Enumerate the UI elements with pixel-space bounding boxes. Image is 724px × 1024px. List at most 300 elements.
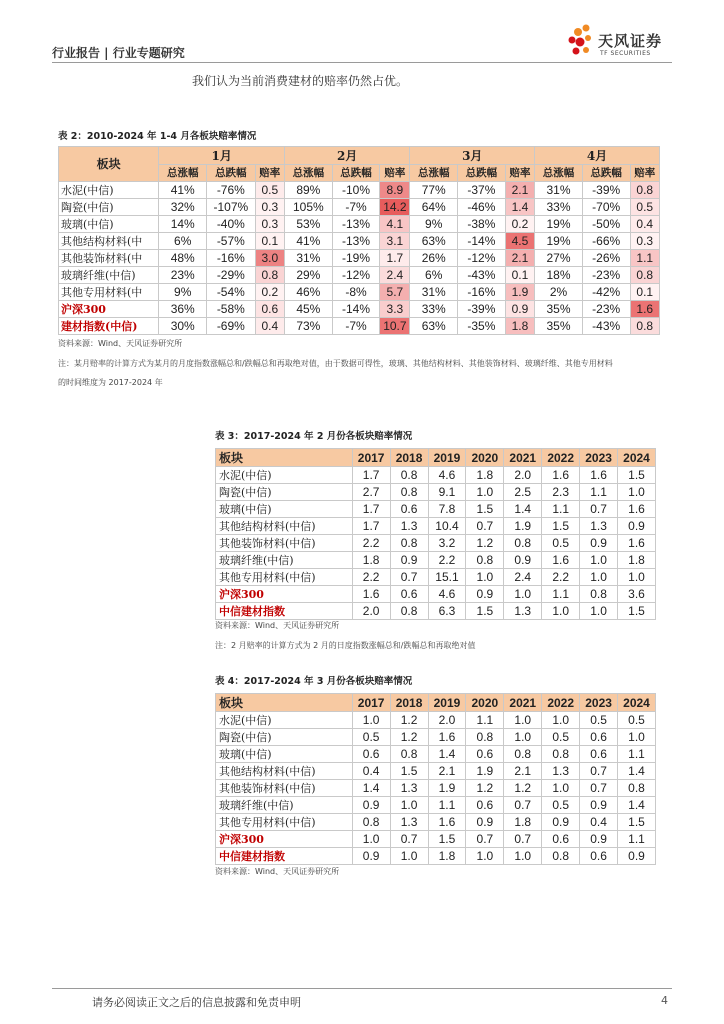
data-cell: 0.5 (542, 729, 580, 746)
ratio-cell: 1.1 (630, 249, 659, 266)
table-row (59, 215, 660, 232)
data-cell: 1.8 (352, 552, 390, 569)
data-cell: 2.3 (542, 484, 580, 501)
data-cell: 1.5 (542, 518, 580, 535)
data-cell: 1.0 (352, 831, 390, 848)
data-cell: 1.6 (542, 552, 580, 569)
data-cell: 1.6 (352, 586, 390, 603)
table2-month-header: 3月 (410, 147, 535, 165)
data-cell: 1.1 (618, 831, 656, 848)
data-cell: -50% (582, 215, 630, 232)
year-header: 2017 (352, 449, 390, 467)
data-cell: 0.9 (618, 518, 656, 535)
ratio-cell: 2.1 (505, 249, 534, 266)
data-cell: 33% (410, 300, 458, 317)
data-cell: 1.0 (580, 569, 618, 586)
row-label: 其他结构材料(中信) (216, 518, 353, 535)
table2-subheader: 总涨幅 (284, 165, 332, 182)
data-cell: 36% (159, 300, 207, 317)
row-label: 建材指数(中信) (59, 317, 159, 334)
row-label: 水泥(中信) (216, 467, 353, 484)
table-row (59, 198, 660, 215)
row-label: 玻璃纤维(中信) (59, 266, 159, 283)
year-header: 2019 (428, 449, 466, 467)
data-cell: -7% (332, 317, 380, 334)
data-cell: 1.0 (504, 712, 542, 729)
data-cell: -57% (207, 232, 256, 249)
year-header: 2024 (618, 694, 656, 712)
ratio-cell: 0.1 (505, 266, 534, 283)
data-cell: 4.6 (428, 586, 466, 603)
year-header: 2022 (542, 449, 580, 467)
data-cell: -46% (458, 198, 506, 215)
data-cell: 1.7 (352, 518, 390, 535)
data-cell: -12% (332, 266, 380, 283)
data-cell: 0.8 (390, 603, 428, 620)
year-header: 2020 (466, 694, 504, 712)
data-cell: 1.0 (580, 552, 618, 569)
data-cell: 1.4 (504, 501, 542, 518)
data-cell: 0.8 (466, 729, 504, 746)
data-cell: 0.6 (580, 729, 618, 746)
data-cell: 1.2 (466, 535, 504, 552)
row-label: 陶瓷(中信) (59, 198, 159, 215)
data-cell: -23% (582, 300, 630, 317)
table-row (216, 797, 656, 814)
row-label: 陶瓷(中信) (216, 729, 353, 746)
data-cell: -26% (582, 249, 630, 266)
row-label: 玻璃(中信) (59, 215, 159, 232)
data-cell: 1.1 (542, 586, 580, 603)
data-cell: 30% (159, 317, 207, 334)
ratio-cell: 0.3 (255, 198, 284, 215)
year-header: 2022 (542, 694, 580, 712)
data-cell: 1.1 (580, 484, 618, 501)
ratio-cell: 10.7 (380, 317, 410, 334)
table-row (216, 535, 656, 552)
row-label: 玻璃(中信) (216, 501, 353, 518)
ratio-cell: 0.8 (630, 181, 659, 198)
data-cell: 0.8 (618, 780, 656, 797)
data-cell: 1.1 (466, 712, 504, 729)
data-cell: 26% (410, 249, 458, 266)
data-cell: 45% (284, 300, 332, 317)
data-cell: 0.6 (542, 831, 580, 848)
data-cell: 2.2 (352, 535, 390, 552)
year-header: 2020 (466, 449, 504, 467)
data-cell: -16% (458, 283, 506, 300)
data-cell: 0.9 (618, 848, 656, 865)
data-cell: -35% (458, 317, 506, 334)
data-cell: 1.0 (542, 712, 580, 729)
data-cell: -23% (582, 266, 630, 283)
data-cell: 2.2 (542, 569, 580, 586)
ratio-cell: 14.2 (380, 198, 410, 215)
data-cell: 2% (535, 283, 583, 300)
table-row (216, 780, 656, 797)
data-cell: 1.0 (542, 603, 580, 620)
data-cell: 0.9 (580, 831, 618, 848)
data-cell: 2.0 (428, 712, 466, 729)
data-cell: 2.1 (428, 763, 466, 780)
data-cell: 4.6 (428, 467, 466, 484)
year-header: 2023 (580, 694, 618, 712)
report-category: 行业报告 | 行业专题研究 (52, 46, 185, 60)
table4-corner-header: 板块 (216, 694, 353, 712)
data-cell: -69% (207, 317, 256, 334)
data-cell: -8% (332, 283, 380, 300)
data-cell: 48% (159, 249, 207, 266)
data-cell: 1.5 (390, 763, 428, 780)
data-cell: 0.5 (542, 535, 580, 552)
ratio-cell: 0.2 (505, 215, 534, 232)
data-cell: 0.6 (390, 586, 428, 603)
year-header: 2018 (390, 449, 428, 467)
ratio-cell: 0.5 (255, 181, 284, 198)
table2-note-line1: 注：某月赔率的计算方式为某月的月度指数涨幅总和/跌幅总和再取绝对值，由于数据可得性，玻璃、其他结构材料、其他装饰材料、玻璃纤维、其他专用材料 (58, 359, 613, 368)
data-cell: -39% (458, 300, 506, 317)
year-header: 2018 (390, 694, 428, 712)
data-cell: -38% (458, 215, 506, 232)
data-cell: 0.9 (352, 848, 390, 865)
data-cell: 63% (410, 317, 458, 334)
data-cell: 0.9 (504, 552, 542, 569)
logo-subtext: TF SECURITIES (600, 50, 651, 57)
year-header: 2021 (504, 449, 542, 467)
ratio-cell: 0.4 (630, 215, 659, 232)
row-label: 其他装饰材料(中信) (216, 780, 353, 797)
data-cell: 35% (535, 300, 583, 317)
data-cell: 1.6 (428, 814, 466, 831)
table2-subheader: 总涨幅 (410, 165, 458, 182)
row-label: 其他专用材料(中信) (216, 814, 353, 831)
data-cell: 9.1 (428, 484, 466, 501)
data-cell: 0.6 (390, 501, 428, 518)
data-cell: -13% (332, 215, 380, 232)
data-cell: 0.8 (390, 746, 428, 763)
table2-subheader: 赔率 (255, 165, 284, 182)
data-cell: -70% (582, 198, 630, 215)
data-cell: 15.1 (428, 569, 466, 586)
data-cell: 29% (284, 266, 332, 283)
data-cell: 10.4 (428, 518, 466, 535)
data-cell: 0.9 (542, 814, 580, 831)
table2-source: 资料来源：Wind、天风证券研究所 (58, 339, 183, 348)
table2-subheader: 总涨幅 (159, 165, 207, 182)
data-cell: 18% (535, 266, 583, 283)
data-cell: 0.9 (352, 797, 390, 814)
ratio-cell: 3.0 (255, 249, 284, 266)
data-cell: 46% (284, 283, 332, 300)
table2-subheader: 赔率 (505, 165, 534, 182)
data-cell: 41% (159, 181, 207, 198)
data-cell: 1.5 (618, 467, 656, 484)
data-cell: 0.8 (390, 467, 428, 484)
table4-source: 资料来源：Wind、天风证券研究所 (215, 867, 340, 876)
data-cell: 1.0 (390, 848, 428, 865)
data-cell: -16% (207, 249, 256, 266)
data-cell: 2.2 (352, 569, 390, 586)
row-label: 水泥(中信) (59, 181, 159, 198)
data-cell: 1.5 (618, 814, 656, 831)
data-cell: 1.0 (504, 848, 542, 865)
ratio-cell: 0.2 (255, 283, 284, 300)
data-cell: 0.9 (580, 535, 618, 552)
data-cell: 0.7 (580, 501, 618, 518)
data-cell: 1.4 (428, 746, 466, 763)
table-row (216, 518, 656, 535)
data-cell: 1.4 (618, 797, 656, 814)
row-label: 玻璃纤维(中信) (216, 552, 353, 569)
data-cell: 0.7 (390, 569, 428, 586)
data-cell: 53% (284, 215, 332, 232)
data-cell: 0.6 (580, 848, 618, 865)
data-cell: 19% (535, 232, 583, 249)
data-cell: 1.3 (390, 518, 428, 535)
data-cell: 1.6 (580, 467, 618, 484)
ratio-cell: 0.3 (630, 232, 659, 249)
data-cell: 0.8 (580, 586, 618, 603)
data-cell: 77% (410, 181, 458, 198)
data-cell: -13% (332, 232, 380, 249)
table-row (216, 763, 656, 780)
data-cell: -66% (582, 232, 630, 249)
table2-subheader: 总跌幅 (582, 165, 630, 182)
table-row (216, 712, 656, 729)
data-cell: 1.2 (504, 780, 542, 797)
data-cell: 0.5 (618, 712, 656, 729)
data-cell: 6% (159, 232, 207, 249)
data-cell: 2.1 (504, 763, 542, 780)
year-header: 2017 (352, 694, 390, 712)
data-cell: 64% (410, 198, 458, 215)
ratio-cell: 0.6 (255, 300, 284, 317)
table2-subheader: 赔率 (380, 165, 410, 182)
row-label: 其他专用材料(中信) (216, 569, 353, 586)
data-cell: 1.3 (390, 814, 428, 831)
data-cell: -7% (332, 198, 380, 215)
logo-text: 天风证券 (598, 32, 663, 50)
data-cell: 1.7 (352, 501, 390, 518)
ratio-cell: 4.1 (380, 215, 410, 232)
data-cell: 1.7 (352, 467, 390, 484)
ratio-cell: 2.4 (380, 266, 410, 283)
data-cell: 0.7 (466, 831, 504, 848)
data-cell: -10% (332, 181, 380, 198)
ratio-cell: 2.1 (505, 181, 534, 198)
data-cell: 1.2 (390, 729, 428, 746)
data-cell: -42% (582, 283, 630, 300)
ratio-cell: 0.8 (255, 266, 284, 283)
data-cell: 0.8 (542, 848, 580, 865)
data-cell: 1.5 (618, 603, 656, 620)
data-cell: 73% (284, 317, 332, 334)
data-cell: 2.2 (428, 552, 466, 569)
ratio-cell: 8.9 (380, 181, 410, 198)
year-header: 2019 (428, 694, 466, 712)
data-cell: -43% (582, 317, 630, 334)
data-cell: 0.7 (504, 797, 542, 814)
data-cell: 41% (284, 232, 332, 249)
table4 (215, 693, 656, 865)
data-cell: 0.5 (580, 712, 618, 729)
data-cell: 0.9 (390, 552, 428, 569)
data-cell: 1.4 (618, 763, 656, 780)
table2-corner-header: 板块 (59, 147, 159, 182)
data-cell: 0.8 (390, 535, 428, 552)
data-cell: 0.5 (542, 797, 580, 814)
data-cell: 0.6 (352, 746, 390, 763)
table-row (216, 814, 656, 831)
table4-title: 表 4：2017-2024 年 3 月份各板块赔率情况 (215, 676, 413, 687)
year-header: 2021 (504, 694, 542, 712)
data-cell: 1.9 (504, 518, 542, 535)
table2-subheader: 总涨幅 (535, 165, 583, 182)
data-cell: 0.9 (580, 797, 618, 814)
table2-subheader: 总跌幅 (332, 165, 380, 182)
row-label: 中信建材指数 (216, 603, 353, 620)
table-row (216, 586, 656, 603)
data-cell: 2.0 (352, 603, 390, 620)
year-header: 2024 (618, 449, 656, 467)
ratio-cell: 3.3 (380, 300, 410, 317)
data-cell: 0.8 (504, 746, 542, 763)
intro-paragraph: 我们认为当前消费建材的赔率仍然占优。 (192, 74, 409, 88)
data-cell: -12% (458, 249, 506, 266)
table-row (216, 831, 656, 848)
ratio-cell: 0.9 (505, 300, 534, 317)
data-cell: 0.4 (580, 814, 618, 831)
data-cell: 1.2 (390, 712, 428, 729)
table-row (216, 552, 656, 569)
ratio-cell: 1.9 (505, 283, 534, 300)
data-cell: 1.4 (352, 780, 390, 797)
table-row (59, 317, 660, 334)
row-label: 玻璃纤维(中信) (216, 797, 353, 814)
data-cell: 1.3 (504, 603, 542, 620)
table2-month-header: 4月 (535, 147, 660, 165)
row-label: 水泥(中信) (216, 712, 353, 729)
data-cell: 1.1 (542, 501, 580, 518)
data-cell: 7.8 (428, 501, 466, 518)
data-cell: -14% (332, 300, 380, 317)
data-cell: 63% (410, 232, 458, 249)
data-cell: 1.6 (428, 729, 466, 746)
data-cell: 1.6 (618, 535, 656, 552)
data-cell: 2.0 (504, 467, 542, 484)
data-cell: 3.6 (618, 586, 656, 603)
data-cell: 0.6 (466, 746, 504, 763)
data-cell: -58% (207, 300, 256, 317)
data-cell: 0.8 (466, 552, 504, 569)
data-cell: 3.2 (428, 535, 466, 552)
table3-corner-header: 板块 (216, 449, 353, 467)
footer-disclaimer: 请务必阅读正文之后的信息披露和免责申明 (92, 996, 301, 1009)
data-cell: 0.8 (390, 484, 428, 501)
table3-header-row (216, 449, 656, 467)
data-cell: 1.9 (428, 780, 466, 797)
ratio-cell: 0.1 (630, 283, 659, 300)
data-cell: 1.1 (428, 797, 466, 814)
ratio-cell: 0.5 (630, 198, 659, 215)
row-label: 其他装饰材料(中信) (216, 535, 353, 552)
row-label: 沪深300 (216, 586, 353, 603)
data-cell: -40% (207, 215, 256, 232)
data-cell: 14% (159, 215, 207, 232)
data-cell: 0.8 (352, 814, 390, 831)
data-cell: 31% (410, 283, 458, 300)
ratio-cell: 1.8 (505, 317, 534, 334)
table2-subheader: 总跌幅 (458, 165, 506, 182)
table-row (59, 283, 660, 300)
ratio-cell: 4.5 (505, 232, 534, 249)
data-cell: -54% (207, 283, 256, 300)
data-cell: 89% (284, 181, 332, 198)
data-cell: 1.8 (618, 552, 656, 569)
data-cell: 32% (159, 198, 207, 215)
data-cell: 1.0 (390, 797, 428, 814)
data-cell: 1.0 (466, 848, 504, 865)
row-label: 其他结构材料(中信) (216, 763, 353, 780)
table-row (216, 484, 656, 501)
data-cell: 1.8 (504, 814, 542, 831)
data-cell: 1.0 (504, 586, 542, 603)
data-cell: 2.5 (504, 484, 542, 501)
table-row (59, 266, 660, 283)
row-label: 玻璃(中信) (216, 746, 353, 763)
data-cell: 1.0 (542, 780, 580, 797)
data-cell: 1.3 (542, 763, 580, 780)
data-cell: 0.7 (390, 831, 428, 848)
ratio-cell: 1.7 (380, 249, 410, 266)
ratio-cell: 0.4 (255, 317, 284, 334)
ratio-cell: 5.7 (380, 283, 410, 300)
data-cell: 1.0 (618, 484, 656, 501)
table4-header-row (216, 694, 656, 712)
data-cell: -14% (458, 232, 506, 249)
ratio-cell: 0.8 (630, 317, 659, 334)
row-label: 中信建材指数 (216, 848, 353, 865)
data-cell: 1.3 (580, 518, 618, 535)
data-cell: 6.3 (428, 603, 466, 620)
row-label: 陶瓷(中信) (216, 484, 353, 501)
data-cell: 1.0 (580, 603, 618, 620)
table-row (59, 181, 660, 198)
data-cell: 1.3 (390, 780, 428, 797)
data-cell: -39% (582, 181, 630, 198)
data-cell: 1.0 (618, 569, 656, 586)
table3-note: 注：2 月赔率的计算方式为 2 月的日度指数涨幅总和/跌幅总和再取绝对值 (215, 641, 476, 650)
data-cell: -43% (458, 266, 506, 283)
data-cell: 0.5 (352, 729, 390, 746)
data-cell: 0.8 (542, 746, 580, 763)
data-cell: 1.6 (618, 501, 656, 518)
ratio-cell: 0.3 (255, 215, 284, 232)
data-cell: 1.6 (542, 467, 580, 484)
data-cell: 1.1 (618, 746, 656, 763)
data-cell: 1.0 (504, 729, 542, 746)
ratio-cell: 0.8 (630, 266, 659, 283)
data-cell: 2.7 (352, 484, 390, 501)
data-cell: 31% (284, 249, 332, 266)
data-cell: 1.9 (466, 763, 504, 780)
data-cell: 33% (535, 198, 583, 215)
table2-month-header: 1月 (159, 147, 285, 165)
ratio-cell: 1.4 (505, 198, 534, 215)
row-label: 其他装饰材料(中 (59, 249, 159, 266)
table-row (216, 729, 656, 746)
data-cell: 9% (159, 283, 207, 300)
